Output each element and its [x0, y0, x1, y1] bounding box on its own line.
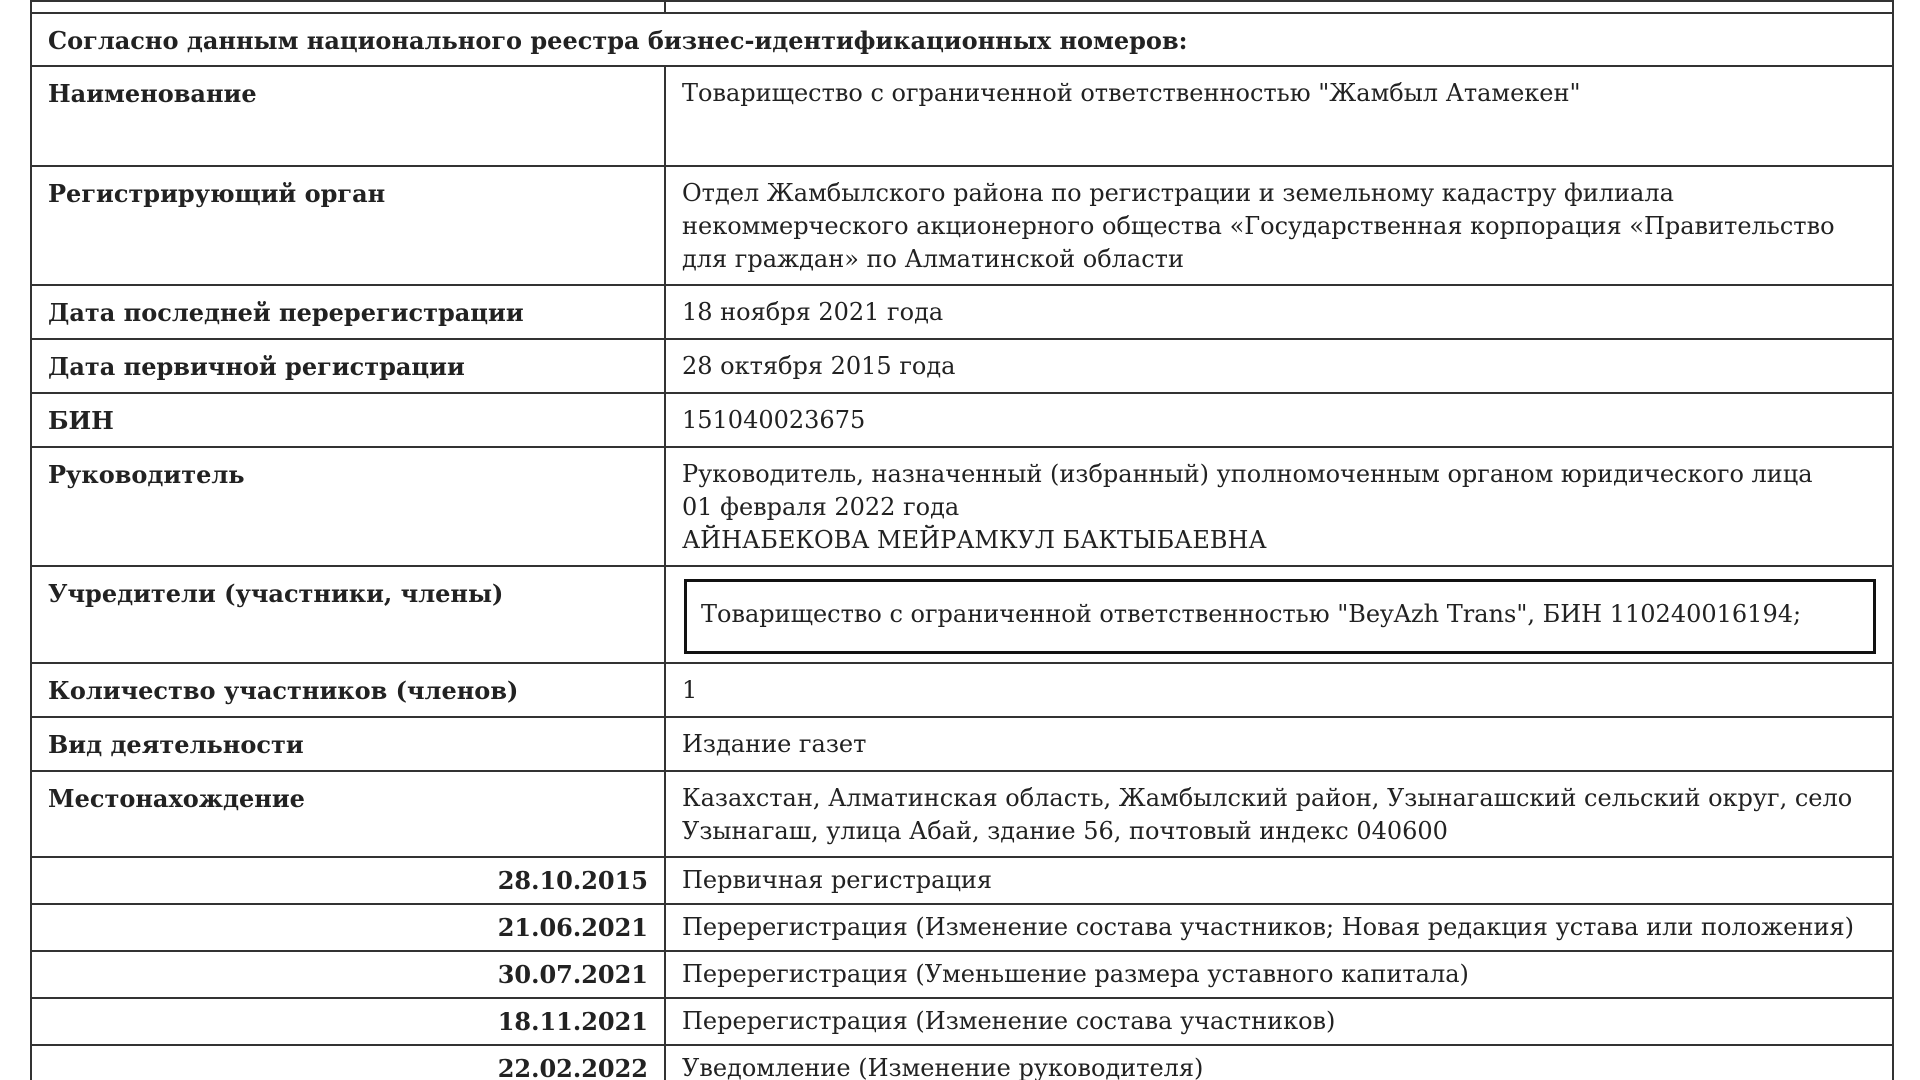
history-event: Перерегистрация (Изменение состава участников; Новая редакция устава или положения): [665, 904, 1893, 951]
registry-table: [30, 0, 1894, 1080]
founders-value: Товарищество с ограниченной ответственностью "BeyAzh Trans", БИН 110240016194;: [684, 579, 1876, 654]
history-date: 18.11.2021: [31, 998, 665, 1045]
table-row-head: [31, 447, 1893, 566]
table-row-registering-body: [31, 166, 1893, 285]
last-reregistration-value: 18 ноября 2021 года: [665, 285, 1893, 339]
history-date: 30.07.2021: [31, 951, 665, 998]
section-title: Согласно данным национального реестра бизнес-идентификационных номеров:: [31, 13, 1893, 66]
activity-value: Издание газет: [665, 717, 1893, 771]
table-row-bin: [31, 393, 1893, 447]
history-row: [31, 998, 1893, 1045]
section-header-row: [31, 13, 1893, 66]
table-row-member-count: [31, 663, 1893, 717]
head-fullname-line: АЙНАБЕКОВА МЕЙРАМКУЛ БАКТЫБАЕВНА: [682, 526, 1267, 554]
history-row: [31, 904, 1893, 951]
history-event: Перерегистрация (Изменение состава участников): [665, 998, 1893, 1045]
founders-cell: [665, 566, 1893, 663]
last-reregistration-label: Дата последней перерегистрации: [31, 285, 665, 339]
head-date-line: 01 февраля 2022 года: [682, 493, 960, 521]
head-value: [665, 447, 1893, 566]
history-row: [31, 857, 1893, 904]
location-value: Казахстан, Алматинская область, Жамбылский район, Узынагашский сельский округ, село Узынагаш, улица Абай, здание 56, почтовый индекс 040600: [665, 771, 1893, 857]
table-row-first-registration: [31, 339, 1893, 393]
head-position-line: Руководитель, назначенный (избранный) уполномоченным органом юридического лица: [682, 460, 1813, 488]
history-row: [31, 951, 1893, 998]
name-value: Товарищество с ограниченной ответственностью "Жамбыл Атамекен": [665, 66, 1893, 166]
founders-label: Учредители (участники, члены): [31, 566, 665, 663]
history-event: Перерегистрация (Уменьшение размера уставного капитала): [665, 951, 1893, 998]
table-row-founders: [31, 566, 1893, 663]
history-date: 28.10.2015: [31, 857, 665, 904]
registering-body-label: Регистрирующий орган: [31, 166, 665, 285]
name-label: Наименование: [31, 66, 665, 166]
table-row-last-reregistration: [31, 285, 1893, 339]
first-registration-label: Дата первичной регистрации: [31, 339, 665, 393]
history-event: Первичная регистрация: [665, 857, 1893, 904]
table-row-location: [31, 771, 1893, 857]
table-top-row: [31, 1, 1893, 13]
top-spacer-cell-right: [665, 1, 1893, 13]
table-row-name: [31, 66, 1893, 166]
member-count-value: 1: [665, 663, 1893, 717]
history-date: 21.06.2021: [31, 904, 665, 951]
bin-value: 151040023675: [665, 393, 1893, 447]
head-label: Руководитель: [31, 447, 665, 566]
history-row: [31, 1045, 1893, 1080]
bin-label: БИН: [31, 393, 665, 447]
registering-body-value: Отдел Жамбылского района по регистрации и земельному кадастру филиала некоммерческого акционерного общества «Государственная корпорация «Правительство для граждан» по Алматинской области: [665, 166, 1893, 285]
history-event: Уведомление (Изменение руководителя): [665, 1045, 1893, 1080]
history-date: 22.02.2022: [31, 1045, 665, 1080]
first-registration-value: 28 октября 2015 года: [665, 339, 1893, 393]
top-spacer-cell-left: [31, 1, 665, 13]
activity-label: Вид деятельности: [31, 717, 665, 771]
table-row-activity: [31, 717, 1893, 771]
location-label: Местонахождение: [31, 771, 665, 857]
member-count-label: Количество участников (членов): [31, 663, 665, 717]
